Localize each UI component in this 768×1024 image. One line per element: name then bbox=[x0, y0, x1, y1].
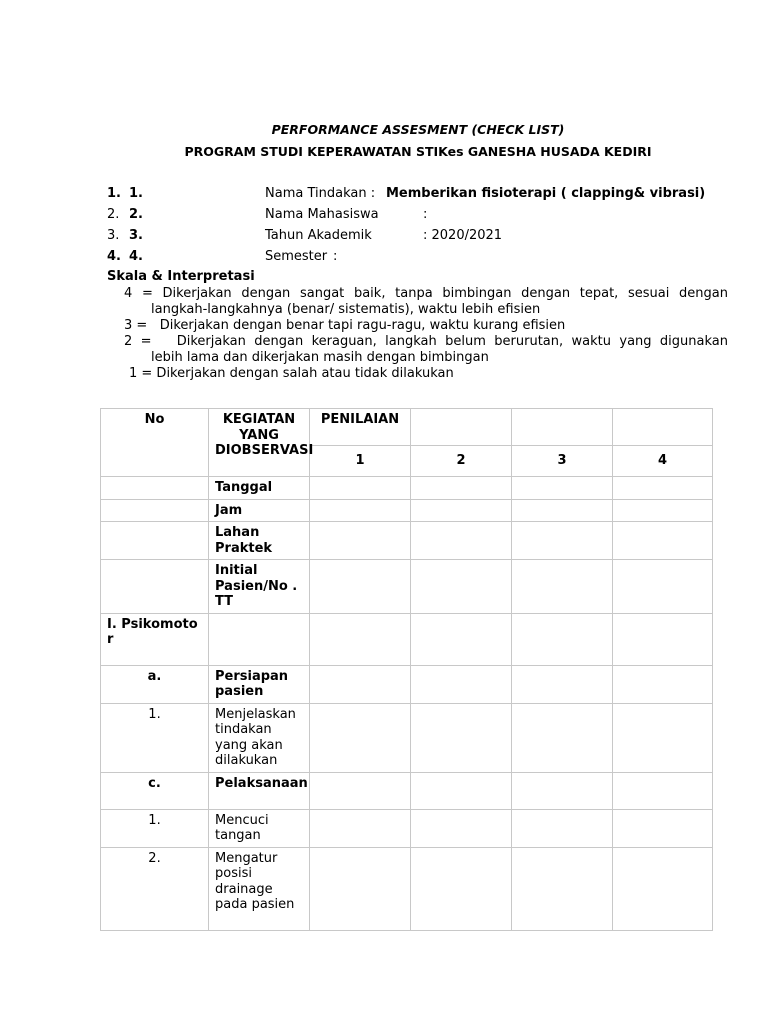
score-cell[interactable] bbox=[411, 560, 512, 614]
checklist-table bbox=[100, 408, 713, 931]
row-activity: Lahan Praktek bbox=[209, 522, 310, 560]
score-cell[interactable] bbox=[411, 522, 512, 560]
score-cell[interactable] bbox=[512, 522, 613, 560]
table-row bbox=[101, 477, 713, 500]
header-no: No bbox=[101, 409, 209, 477]
list-number-bold: 4. bbox=[129, 249, 143, 264]
document-title: PERFORMANCE ASSESMENT (CHECK LIST) bbox=[271, 122, 565, 137]
score-cell[interactable] bbox=[310, 809, 411, 847]
scale-title: Skala & Interpretasi bbox=[107, 269, 255, 284]
score-cell[interactable] bbox=[512, 809, 613, 847]
score-cell[interactable] bbox=[310, 477, 411, 500]
identity-value: : bbox=[423, 207, 428, 222]
header-blank-cell bbox=[613, 409, 713, 446]
score-cell[interactable] bbox=[613, 809, 713, 847]
score-cell[interactable] bbox=[310, 847, 411, 930]
identity-value: Memberikan fisioterapi ( clapping& vibrasi) bbox=[386, 186, 706, 201]
score-cell[interactable] bbox=[512, 499, 613, 522]
table-row bbox=[101, 809, 713, 847]
row-number: 2. bbox=[101, 847, 209, 930]
list-number-bold: 3. bbox=[129, 228, 143, 243]
score-cell[interactable] bbox=[310, 772, 411, 809]
row-number: 1. bbox=[101, 703, 209, 772]
table-row bbox=[101, 613, 713, 665]
list-number-bold: 2. bbox=[129, 207, 143, 222]
header-blank-cell bbox=[411, 409, 512, 446]
identity-value: : 2020/2021 bbox=[423, 228, 503, 243]
score-cell[interactable] bbox=[310, 703, 411, 772]
row-number bbox=[101, 560, 209, 614]
row-number bbox=[101, 499, 209, 522]
row-activity: Pelaksanaan bbox=[209, 772, 310, 809]
list-number: 2. bbox=[107, 207, 120, 222]
score-header-3: 3 bbox=[512, 446, 613, 477]
scale-item-2-line2: lebih lama dan dikerjakan masih dengan bimbingan bbox=[151, 350, 489, 365]
score-header-2: 2 bbox=[411, 446, 512, 477]
table-row bbox=[101, 703, 713, 772]
identity-label: Semester bbox=[265, 249, 328, 264]
scale-item-4-line1: 4 = Dikerjakan dengan sangat baik, tanpa bimbingan dengan tepat, sesuai dengan bbox=[124, 286, 728, 301]
score-cell[interactable] bbox=[411, 613, 512, 665]
score-cell[interactable] bbox=[411, 847, 512, 930]
identity-value: : bbox=[333, 249, 338, 264]
table-row bbox=[101, 522, 713, 560]
score-cell[interactable] bbox=[613, 772, 713, 809]
list-number: 3. bbox=[107, 228, 120, 243]
score-cell[interactable] bbox=[613, 847, 713, 930]
score-cell[interactable] bbox=[310, 665, 411, 703]
identity-label: Nama Tindakan : bbox=[265, 186, 376, 201]
score-cell[interactable] bbox=[411, 477, 512, 500]
score-cell[interactable] bbox=[613, 703, 713, 772]
score-cell[interactable] bbox=[613, 613, 713, 665]
row-number: a. bbox=[101, 665, 209, 703]
score-cell[interactable] bbox=[411, 499, 512, 522]
header-kegiatan: KEGIATAN YANG DIOBSERVASI bbox=[209, 409, 310, 477]
score-cell[interactable] bbox=[613, 560, 713, 614]
scale-item-1: 1 = Dikerjakan dengan salah atau tidak dilakukan bbox=[129, 366, 454, 381]
score-cell[interactable] bbox=[411, 809, 512, 847]
row-activity: Jam bbox=[209, 499, 310, 522]
row-activity: Initial Pasien/No . TT bbox=[209, 560, 310, 614]
table-row bbox=[101, 499, 713, 522]
score-cell[interactable] bbox=[512, 560, 613, 614]
row-activity: Tanggal bbox=[209, 477, 310, 500]
scale-item-3: 3 = Dikerjakan dengan benar tapi ragu-ragu, waktu kurang efisien bbox=[124, 318, 566, 333]
score-cell[interactable] bbox=[310, 613, 411, 665]
row-number: c. bbox=[101, 772, 209, 809]
score-cell[interactable] bbox=[613, 522, 713, 560]
score-cell[interactable] bbox=[512, 665, 613, 703]
header-blank-cell bbox=[512, 409, 613, 446]
score-cell[interactable] bbox=[613, 499, 713, 522]
scale-item-2-line1: 2 = Dikerjakan dengan keraguan, langkah belum berurutan, waktu yang digunakan bbox=[124, 334, 728, 349]
header-penilaian: PENILAIAN bbox=[310, 409, 411, 446]
identity-label: Nama Mahasiswa bbox=[265, 207, 379, 222]
score-header-4: 4 bbox=[613, 446, 713, 477]
score-cell[interactable] bbox=[512, 613, 613, 665]
score-cell[interactable] bbox=[512, 477, 613, 500]
score-cell[interactable] bbox=[411, 665, 512, 703]
score-header-1: 1 bbox=[310, 446, 411, 477]
row-number bbox=[101, 477, 209, 500]
identity-label: Tahun Akademik bbox=[265, 228, 372, 243]
score-cell[interactable] bbox=[310, 560, 411, 614]
list-number: 1. bbox=[107, 186, 121, 201]
score-cell[interactable] bbox=[512, 772, 613, 809]
scale-item-4-line2: langkah-langkahnya (benar/ sistematis), waktu lebih efisien bbox=[151, 302, 541, 317]
row-activity: Persiapan pasien bbox=[209, 665, 310, 703]
score-cell[interactable] bbox=[613, 665, 713, 703]
row-number bbox=[101, 522, 209, 560]
row-activity bbox=[209, 613, 310, 665]
list-number-bold: 1. bbox=[129, 186, 143, 201]
row-activity: Mencuci tangan bbox=[209, 809, 310, 847]
section-label: I. Psikomotor bbox=[101, 613, 209, 665]
score-cell[interactable] bbox=[512, 703, 613, 772]
score-cell[interactable] bbox=[310, 522, 411, 560]
table-row bbox=[101, 772, 713, 809]
document-subtitle: PROGRAM STUDI KEPERAWATAN STIKes GANESHA HUSADA KEDIRI bbox=[184, 144, 652, 159]
row-number: 1. bbox=[101, 809, 209, 847]
table-row bbox=[101, 560, 713, 614]
score-cell[interactable] bbox=[613, 477, 713, 500]
row-activity: Menjelaskan tindakan yang akan dilakukan bbox=[209, 703, 310, 772]
table-row bbox=[101, 665, 713, 703]
score-cell[interactable] bbox=[310, 499, 411, 522]
row-activity: Mengatur posisi drainage pada pasien bbox=[209, 847, 310, 930]
score-cell[interactable] bbox=[411, 772, 512, 809]
score-cell[interactable] bbox=[512, 847, 613, 930]
score-cell[interactable] bbox=[411, 703, 512, 772]
list-number: 4. bbox=[107, 249, 121, 264]
table-row bbox=[101, 847, 713, 930]
